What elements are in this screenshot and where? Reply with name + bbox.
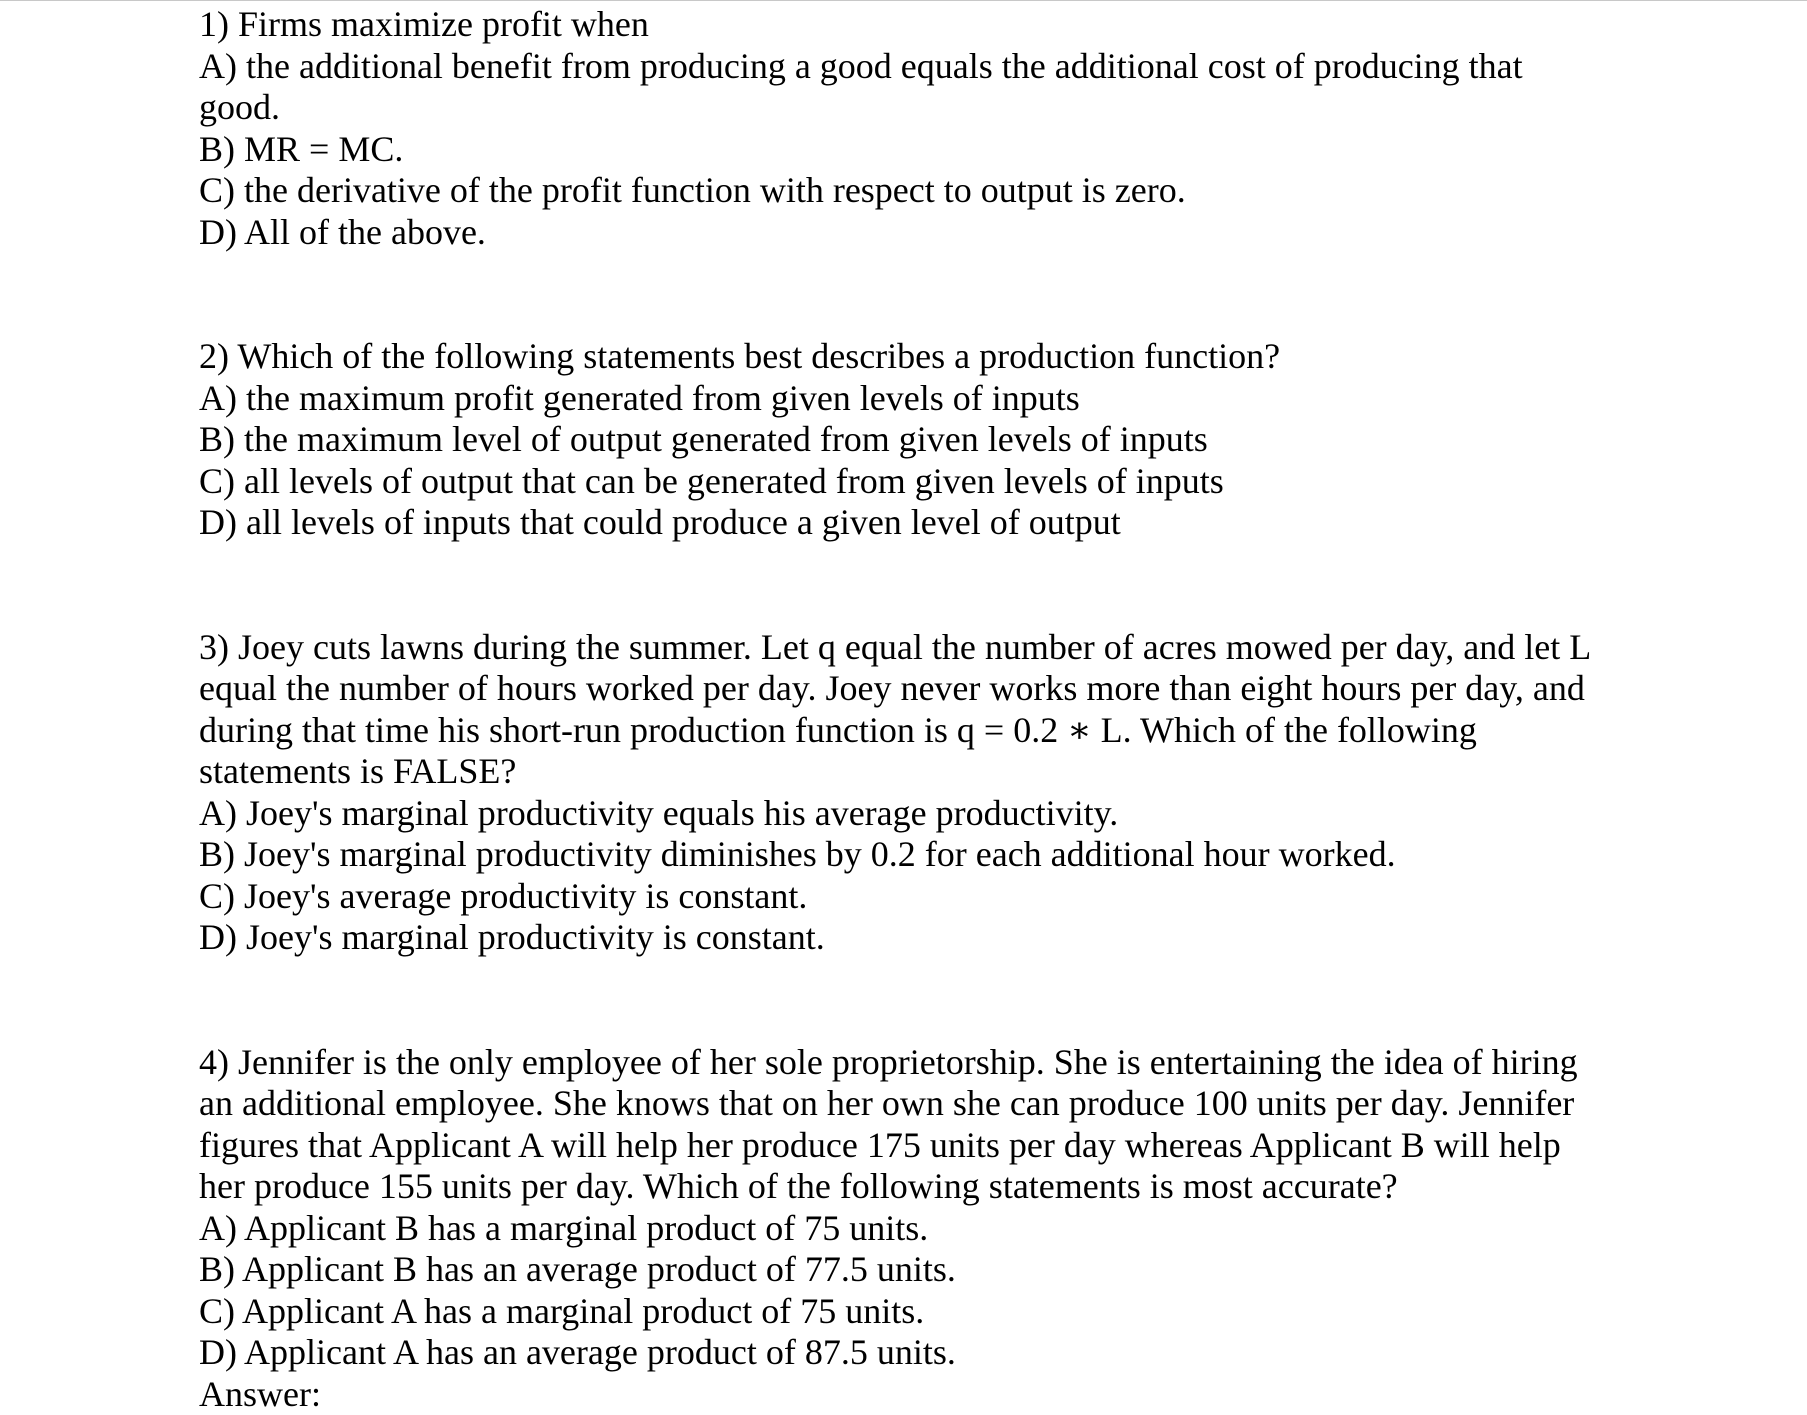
- question-1-option-b: B) MR = MC.: [199, 129, 1539, 171]
- question-2-stem: 2) Which of the following statements best describes a production function?: [199, 336, 1599, 378]
- document-page: [199, 4, 1599, 1415]
- question-1-option-d: D) All of the above.: [199, 212, 1539, 254]
- question-3-stem: 3) Joey cuts lawns during the summer. Let q equal the number of acres mowed per day, and let L equal the number of hours worked per day. Joey never works more than eight hours per day, and during that time his short-run production function is q = 0.2 ∗ L. Which of the following statements is FALSE?: [199, 627, 1599, 793]
- question-2-option-a: A) the maximum profit generated from given levels of inputs: [199, 378, 1599, 420]
- question-4-answer-label: Answer:: [199, 1374, 1599, 1415]
- question-1: [199, 4, 1539, 253]
- question-4-stem: 4) Jennifer is the only employee of her sole proprietorship. She is entertaining the idea of hiring an additional employee. She knows that on her own she can produce 100 units per day. Jennifer figures that Applicant A will help her produce 175 units per day whereas Applicant B will help her produce 155 units per day. Which of the following statements is most accurate?: [199, 1042, 1599, 1208]
- question-4: [199, 1042, 1599, 1415]
- question-4-option-c: C) Applicant A has a marginal product of 75 units.: [199, 1291, 1599, 1333]
- question-1-stem: 1) Firms maximize profit when: [199, 4, 1539, 46]
- question-2-option-d: D) all levels of inputs that could produce a given level of output: [199, 502, 1599, 544]
- question-1-option-a: A) the additional benefit from producing a good equals the additional cost of producing that good.: [199, 46, 1539, 129]
- question-2: [199, 336, 1599, 544]
- question-1-option-c: C) the derivative of the profit function with respect to output is zero.: [199, 170, 1539, 212]
- question-2-option-b: B) the maximum level of output generated from given levels of inputs: [199, 419, 1599, 461]
- question-3-option-d: D) Joey's marginal productivity is constant.: [199, 917, 1599, 959]
- question-3-option-c: C) Joey's average productivity is constant.: [199, 876, 1599, 918]
- question-4-option-a: A) Applicant B has a marginal product of 75 units.: [199, 1208, 1599, 1250]
- question-3-option-b: B) Joey's marginal productivity diminishes by 0.2 for each additional hour worked.: [199, 834, 1599, 876]
- question-2-option-c: C) all levels of output that can be generated from given levels of inputs: [199, 461, 1599, 503]
- top-border: [0, 0, 1807, 1]
- question-3-option-a: A) Joey's marginal productivity equals his average productivity.: [199, 793, 1599, 835]
- question-3: [199, 627, 1599, 959]
- question-4-option-d: D) Applicant A has an average product of 87.5 units.: [199, 1332, 1599, 1374]
- question-4-option-b: B) Applicant B has an average product of 77.5 units.: [199, 1249, 1599, 1291]
